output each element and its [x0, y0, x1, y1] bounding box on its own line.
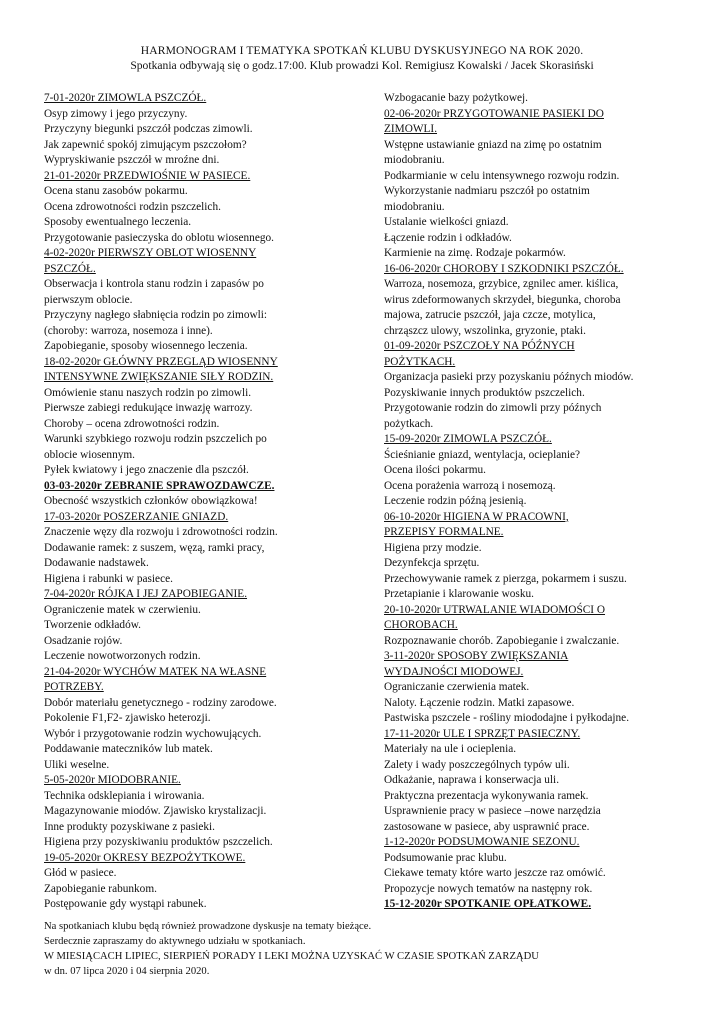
topic-line: Higiena przy modzie.	[384, 541, 482, 554]
topic-line: Na spotkaniach klubu będą również prowadzone dyskusje na tematy bieżące.	[44, 921, 372, 932]
meeting-heading: 7-04-2020r RÓJKA I JEJ ZAPOBIEGANIE.	[44, 588, 248, 600]
topic-line: Dezynfekcja sprzętu.	[384, 557, 480, 569]
topic-line: Dobór materiału genetycznego - rodziny zarodowe.	[44, 696, 277, 709]
topic-line: Ciekawe tematy które warto jeszcze raz omówić.	[384, 867, 606, 879]
topic-line: W MIESIĄCACH LIPIEC, SIERPIEŃ PORADY I LEKI MOŻNA UZYSKAĆ W CZASIE SPOTKAŃ ZARZĄDU	[44, 951, 539, 962]
topic-line: majowa, zatrucie pszczół, jaja czcze, motylica,	[384, 309, 596, 321]
topic-line: Materiały na ule i ocieplenia.	[384, 743, 517, 755]
topic-line: Osadzanie rojów.	[44, 634, 123, 647]
topic-line: Odkażanie, naprawa i konserwacja uli.	[384, 774, 560, 786]
topic-line: Choroby – ocena zdrowotności rodzin.	[44, 417, 220, 430]
meeting-heading: 19-05-2020r OKRESY BEZPOŻYTKOWE.	[44, 851, 246, 864]
meeting-heading: 7-01-2020r ZIMOWLA PSZCZÓŁ.	[44, 92, 207, 104]
topic-line: Wzbogacanie bazy pożytkowej.	[384, 92, 528, 104]
topic-line: Łączenie rodzin i odkładów.	[384, 231, 512, 244]
topic-line: Pastwiska pszczele - rośliny miododajne i pyłkodajne.	[384, 712, 630, 724]
topic-line: w dn. 07 lipca 2020 i 04 sierpnia 2020.	[44, 966, 210, 977]
meeting-heading: PSZCZÓŁ.	[44, 262, 96, 275]
topic-line: Pozyskiwanie innych produktów pszczelich.	[384, 386, 585, 399]
meeting-heading: 06-10-2020r HIGIENA W PRACOWNI,	[384, 510, 569, 523]
topic-line: Ustalanie wielkości gniazd.	[384, 216, 509, 228]
topic-line: Higiena przy pozyskiwaniu produktów pszczelich.	[44, 836, 273, 848]
document-title: HARMONOGRAM I TEMATYKA SPOTKAŃ KLUBU DYSKUSYJNEGO NA ROK 2020.	[140, 44, 584, 57]
topic-line: Jak zapewnić spokój zimującym pszczołom?	[44, 138, 247, 151]
topic-line: (choroby: warroza, nosemoza i inne).	[44, 324, 213, 337]
document-footer	[44, 919, 694, 979]
topic-line: Obecność wszystkich członków obowiązkowa!	[44, 495, 258, 507]
topic-line: Wybór i przygotowanie rodzin wychowujących.	[44, 727, 262, 740]
topic-line: Technika odsklepiania i wirowania.	[44, 789, 205, 802]
topic-line: Ocena stanu zasobów pokarmu.	[44, 185, 188, 197]
meeting-heading: INTENSYWNE ZWIĘKSZANIE SIŁY RODZIN.	[44, 371, 274, 383]
schedule-left-column	[44, 91, 344, 913]
meeting-heading: POŻYTKACH.	[384, 355, 456, 368]
meeting-heading: 17-03-2020r POSZERZANIE GNIAZD.	[44, 510, 229, 523]
topic-line: Zapobieganie rabunkom.	[44, 882, 157, 895]
topic-line: Głód w pasiece.	[44, 867, 117, 879]
topic-line: Przetapianie i klarowanie wosku.	[384, 588, 534, 600]
topic-line: Pierwsze zabiegi redukujące inwazję warrozy.	[44, 402, 253, 414]
topic-line: Podkarmianie w celu intensywnego rozwoju rodzin.	[384, 169, 620, 182]
meeting-heading: WYDAJNOŚCI MIODOWEJ.	[384, 665, 524, 678]
topic-line: Pyłek kwiatowy i jego znaczenie dla pszczół.	[44, 464, 249, 476]
topic-line: Przyczyny nagłego słabnięcia rodzin po zimowli:	[44, 309, 268, 321]
topic-line: Wstępne ustawianie gniazd na zimę po ostatnim	[384, 138, 602, 151]
topic-line: Dodawanie nadstawek.	[44, 557, 149, 569]
topic-line: Osyp zimowy i jego przyczyny.	[44, 107, 188, 120]
topic-line: Przygotowanie rodzin do zimowli przy późnych	[384, 402, 602, 414]
topic-line: Dodawanie ramek: z suszem, węzą, ramki pracy,	[44, 541, 265, 554]
meeting-heading: PRZEPISY FORMALNE.	[384, 526, 504, 538]
topic-line: Ocena porażenia warrozą i nosemozą.	[384, 479, 556, 492]
meeting-heading: 03-03-2020r ZEBRANIE SPRAWOZDAWCZE.	[44, 479, 275, 492]
topic-line: Sposoby ewentualnego leczenia.	[44, 216, 192, 228]
meeting-heading: 21-04-2020r WYCHÓW MATEK NA WŁASNE	[44, 665, 267, 678]
topic-line: Propozycje nowych tematów na następny rok.	[384, 882, 593, 895]
meeting-heading: 18-02-2020r GŁÓWNY PRZEGLĄD WIOSENNY	[44, 355, 278, 368]
meeting-heading: POTRZEBY.	[44, 681, 104, 693]
topic-line: oblocie wiosennym.	[44, 448, 135, 461]
topic-line: Magazynowanie miodów. Zjawisko krystalizacji.	[44, 805, 267, 817]
topic-line: Postępowanie gdy wystąpi rabunek.	[44, 898, 207, 910]
topic-line: Rozpoznawanie chorób. Zapobieganie i zwalczanie.	[384, 634, 620, 647]
topic-line: Naloty. Łączenie rodzin. Matki zapasowe.	[384, 696, 575, 709]
topic-line: miodobraniu.	[384, 154, 445, 166]
topic-line: Organizacja pasieki przy pozyskaniu późnych miodów.	[384, 371, 634, 383]
meeting-heading: 3-11-2020r SPOSOBY ZWIĘKSZANIA	[384, 650, 569, 662]
topic-line: Przechowywanie ramek z pierzga, pokarmem i suszu.	[384, 572, 627, 585]
topic-line: Ocena ilości pokarmu.	[384, 464, 486, 476]
topic-line: Przygotowanie pasieczyska do oblotu wiosennego.	[44, 231, 274, 244]
document-subtitle: Spotkania odbywają się o godz.17:00. Klub prowadzi Kol. Remigiusz Kowalski / Jacek Skorasiński	[130, 59, 594, 72]
topic-line: zastosowane w pasiece, aby usprawnić prace.	[384, 820, 590, 833]
topic-line: Leczenie rodzin późną jesienią.	[384, 495, 527, 507]
topic-line: Inne produkty pozyskiwane z pasieki.	[44, 820, 215, 833]
topic-line: pierwszym oblocie.	[44, 293, 133, 306]
topic-line: wirus zdeformowanych skrzydeł, biegunka, choroba	[384, 293, 621, 306]
topic-line: Serdecznie zapraszamy do aktywnego udziału w spotkaniach.	[44, 936, 306, 947]
topic-line: Warroza, nosemoza, grzybice, zgnilec amer. kiślica,	[384, 278, 619, 290]
topic-line: Ograniczanie czerwienia matek.	[384, 681, 530, 693]
topic-line: Ocena zdrowotności rodzin pszczelich.	[44, 200, 221, 213]
topic-line: Zalety i wady poszczególnych typów uli.	[384, 758, 570, 771]
topic-line: Leczenie nowotworzonych rodzin.	[44, 650, 201, 662]
topic-line: Praktyczna prezentacja wykonywania ramek.	[384, 789, 589, 802]
topic-line: Karmienie na zimę. Rodzaje pokarmów.	[384, 247, 566, 259]
topic-line: Przyczyny biegunki pszczół podczas zimowli.	[44, 123, 253, 135]
document-header	[0, 43, 724, 73]
meeting-heading: 15-12-2020r SPOTKANIE OPŁATKOWE.	[384, 898, 592, 910]
meeting-heading: 20-10-2020r UTRWALANIE WIADOMOŚCI O	[384, 603, 606, 616]
meeting-heading: 01-09-2020r PSZCZOŁY NA PÓŹNYCH	[384, 340, 575, 352]
meeting-heading: ZIMOWLI.	[384, 123, 438, 135]
meeting-heading: 02-06-2020r PRZYGOTOWANIE PASIEKI DO	[384, 107, 604, 120]
meeting-heading: 5-05-2020r MIODOBRANIE.	[44, 774, 181, 786]
topic-line: Warunki szybkiego rozwoju rodzin pszczelich po	[44, 433, 267, 445]
topic-line: chrząszcz ulowy, wszolinka, gryzonie, ptaki.	[384, 324, 586, 337]
meeting-heading: 4-02-2020r PIERWSZY OBLOT WIOSENNY	[44, 247, 257, 259]
topic-line: Ograniczenie matek w czerwieniu.	[44, 603, 201, 616]
topic-line: pożytkach.	[384, 417, 434, 430]
meeting-heading: 17-11-2020r ULE I SPRZĘT PASIECZNY.	[384, 727, 581, 740]
topic-line: Pokolenie F1,F2- zjawisko heterozji.	[44, 712, 211, 724]
topic-line: Wykorzystanie nadmiaru pszczół po ostatnim	[384, 185, 590, 197]
topic-line: Podsumowanie prac klubu.	[384, 851, 507, 864]
topic-line: miodobraniu.	[384, 200, 445, 213]
meeting-heading: 16-06-2020r CHOROBY I SZKODNIKI PSZCZÓŁ.	[384, 262, 624, 275]
topic-line: Higiena i rabunki w pasiece.	[44, 572, 173, 585]
meeting-heading: 1-12-2020r PODSUMOWANIE SEZONU.	[384, 836, 580, 848]
topic-line: Znaczenie węzy dla rozwoju i zdrowotności rodzin.	[44, 526, 278, 538]
schedule-right-column	[384, 91, 684, 913]
meeting-heading: 21-01-2020r PRZEDWIOŚNIE W PASIECE.	[44, 169, 251, 182]
topic-line: Zapobieganie, sposoby wiosennego leczenia.	[44, 340, 248, 352]
topic-line: Uliki weselne.	[44, 758, 110, 771]
topic-line: Tworzenie odkładów.	[44, 619, 141, 631]
topic-line: Obserwacja i kontrola stanu rodzin i zapasów po	[44, 278, 264, 290]
meeting-heading: CHOROBACH.	[384, 619, 458, 631]
topic-line: Usprawnienie pracy w pasiece –nowe narzędzia	[384, 805, 601, 817]
topic-line: Poddawanie mateczników lub matek.	[44, 743, 213, 755]
topic-line: Ścieśnianie gniazd, wentylacja, ocieplanie?	[384, 448, 581, 461]
topic-line: Omówienie stanu naszych rodzin po zimowli.	[44, 386, 252, 399]
topic-line: Wypryskiwanie pszczół w mroźne dni.	[44, 154, 220, 166]
meeting-heading: 15-09-2020r ZIMOWLA PSZCZÓŁ.	[384, 433, 552, 445]
